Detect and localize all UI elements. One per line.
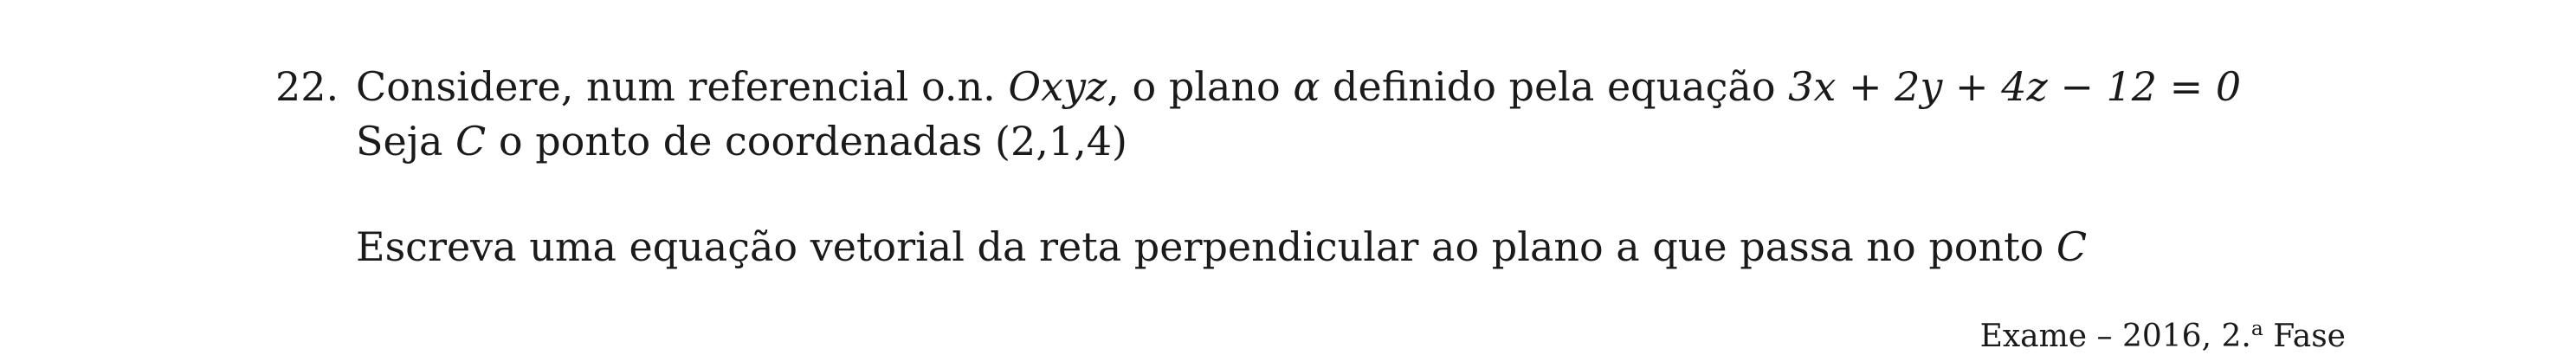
source-text: Exame – 2016, 2. xyxy=(1979,319,2251,354)
exercise-line-2 xyxy=(356,117,1127,165)
plane-symbol: α xyxy=(1293,63,1320,110)
line2-text-a: Seja xyxy=(356,118,456,165)
line2-text-b: o ponto de coordenadas (2,1,4) xyxy=(486,118,1127,165)
line1-text-c: definido pela equação xyxy=(1320,63,1789,110)
point-symbol: C xyxy=(455,118,487,165)
line1-text-a: Considere, num referencial o.n. xyxy=(356,63,1009,110)
frame-symbol: Oxyz xyxy=(1008,63,1107,110)
line1-text-b: , o plano xyxy=(1107,63,1294,110)
question-point-symbol: C xyxy=(2056,223,2088,270)
plane-equation: 3x + 2y + 4z − 12 = 0 xyxy=(1788,63,2242,110)
exercise-question xyxy=(356,223,2087,271)
exercise-line-1 xyxy=(356,62,2241,111)
exercise-number: 22. xyxy=(275,63,339,110)
source-superscript: a xyxy=(2250,316,2263,341)
source-reference xyxy=(1979,316,2346,355)
question-text: Escreva uma equação vetorial da reta perpendicular ao plano a que passa no ponto xyxy=(356,223,2056,270)
source-suffix: Fase xyxy=(2263,319,2346,354)
